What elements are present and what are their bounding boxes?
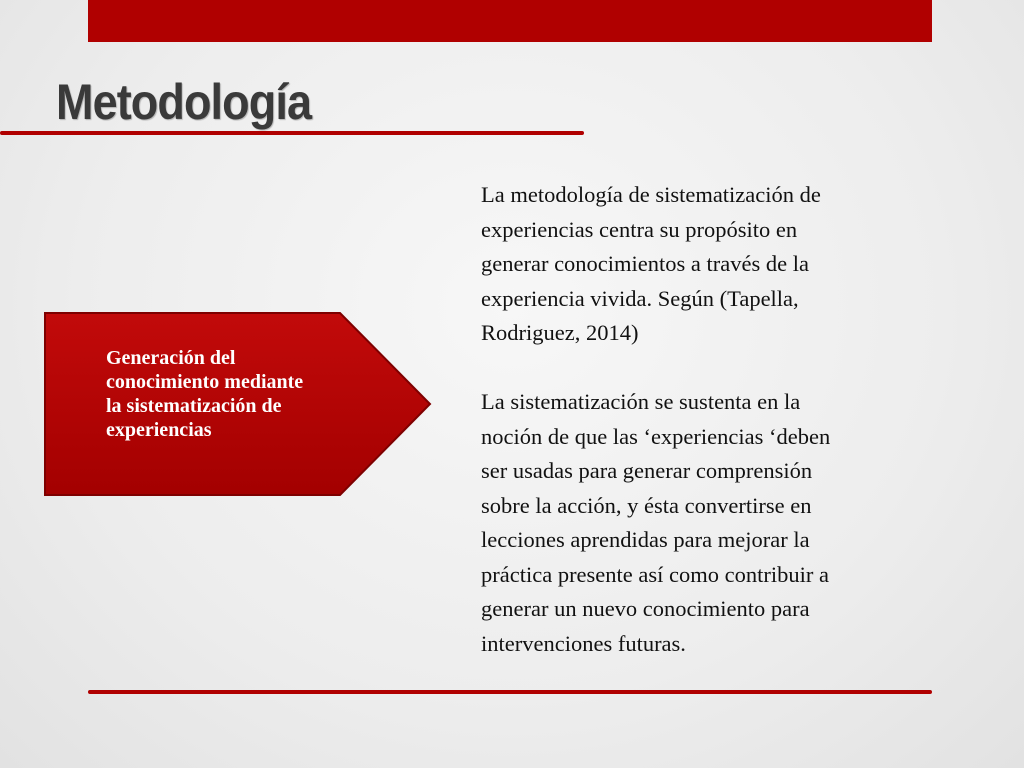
top-accent-bar — [88, 0, 932, 42]
arrow-box-line: Generación del — [106, 347, 236, 369]
paragraph-line: noción de que las ‘experiencias ‘deben — [481, 423, 831, 449]
paragraph-spacer — [481, 351, 951, 386]
paragraph-line: generar conocimientos a través de la — [481, 251, 809, 276]
title-underline — [0, 131, 584, 135]
paragraph-2 — [481, 385, 951, 661]
arrow-box-line: conocimiento mediante — [106, 371, 304, 393]
paragraph-line: Rodriguez, 2014) — [481, 320, 639, 345]
arrow-box-line: experiencias — [106, 419, 212, 441]
paragraph-line: experiencias centra su propósito en — [481, 216, 798, 242]
body-text — [481, 178, 951, 661]
paragraph-1 — [481, 178, 951, 351]
paragraph-line: ser usadas para generar comprensión — [481, 458, 813, 483]
paragraph-line: La sistematización se sustenta en la — [481, 389, 801, 414]
bottom-accent-line — [88, 690, 932, 694]
paragraph-line: experiencia vivida. Según (Tapella, — [481, 285, 799, 311]
paragraph-line: lecciones aprendidas para mejorar la — [481, 527, 810, 552]
paragraph-line: generar un nuevo conocimiento para — [481, 596, 810, 621]
paragraph-line: intervenciones futuras. — [481, 630, 686, 656]
paragraph-line: práctica presente así como contribuir a — [481, 561, 829, 587]
slide-title: Metodología — [56, 74, 312, 130]
arrow-box-line: la sistematización de — [106, 395, 282, 417]
arrow-box-text — [106, 346, 386, 442]
paragraph-line: La metodología de sistematización de — [481, 182, 821, 207]
paragraph-line: sobre la acción, y ésta convertirse en — [481, 492, 812, 518]
